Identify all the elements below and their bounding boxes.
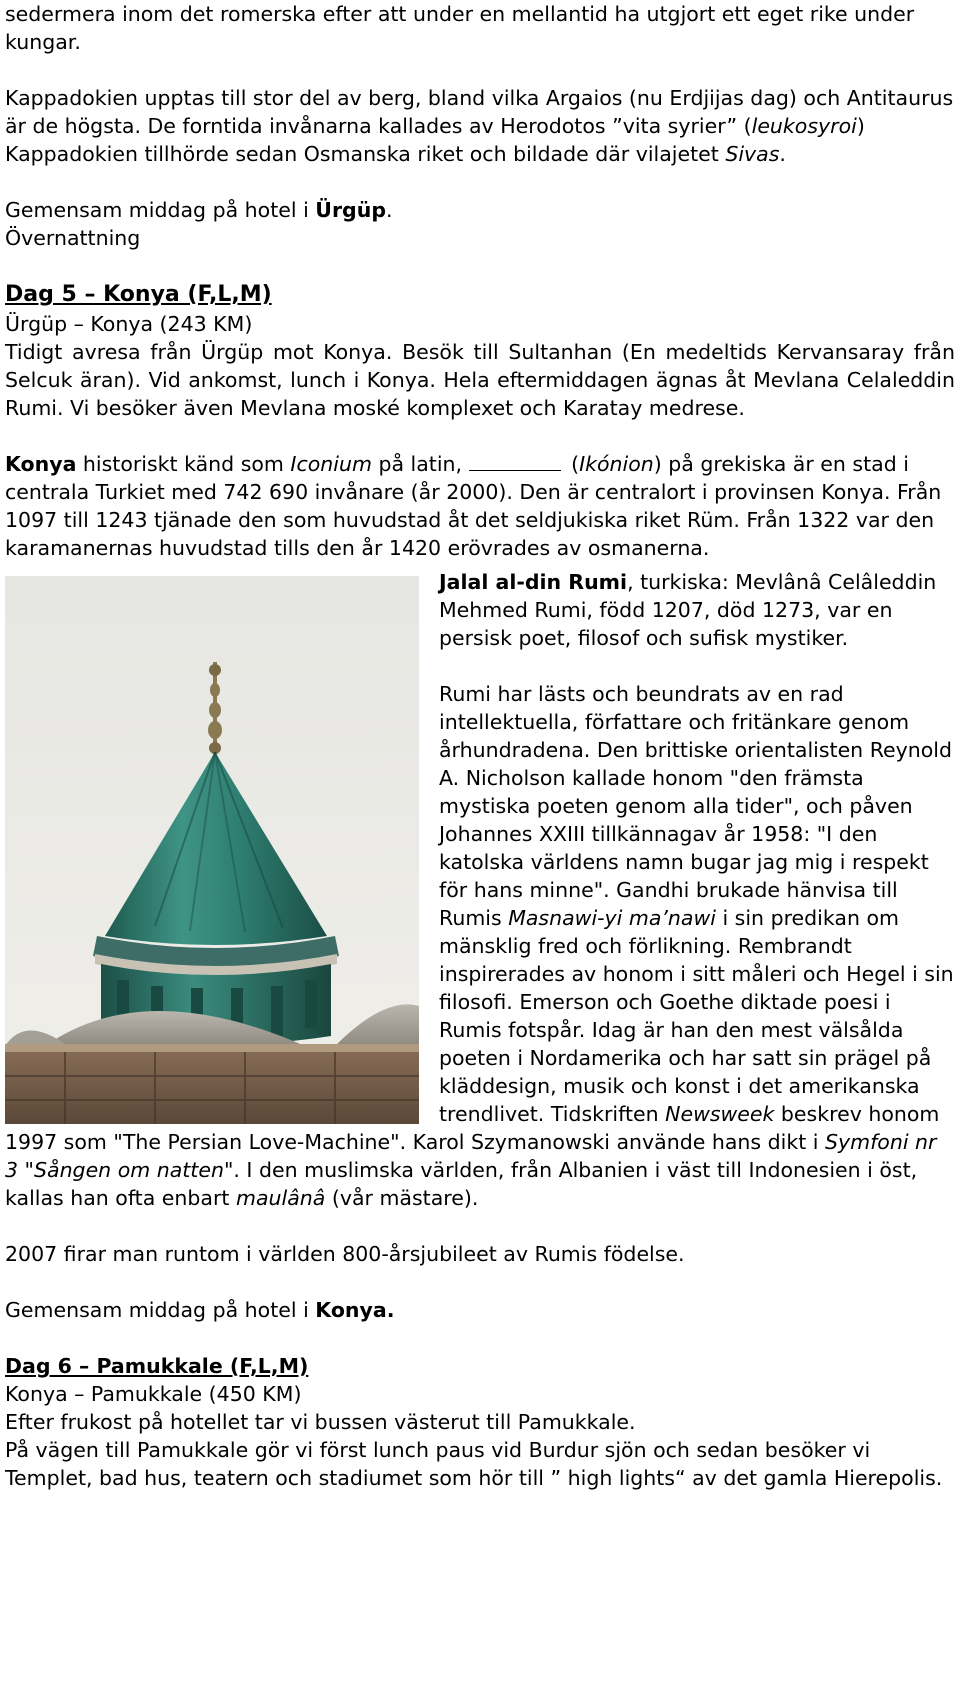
rumi-intro: Jalal al-din Rumi, turkiska: Mevlânâ Celâleddin Mehmed Rumi, född 1207, död 1273, var en persisk poet, filosof och sufisk mystiker. <box>439 570 937 650</box>
day6-line1: Efter frukost på hotellet tar vi bussen västerut till Pamukkale. <box>5 1410 636 1434</box>
mevlana-dome-photo <box>5 576 419 1124</box>
overnight-label: Övernattning <box>5 226 141 250</box>
day6-heading: Dag 6 – Pamukkale (F,L,M) <box>5 1354 309 1378</box>
jubilee-text: 2007 firar man runtom i världen 800-årsjubileet av Rumis födelse. <box>5 1242 685 1266</box>
day6-line2: På vägen till Pamukkale gör vi först lunch paus vid Burdur sjön och sedan besöker vi Templet, bad hus, teatern och stadiumet som hör till ” high lights“ av det gamla Hierepolis. <box>5 1438 943 1490</box>
rumi-legacy: Rumi har lästs och beundrats av en rad intellektuella, författare och fritänkare genom århundradena. Den brittiske orientalisten Reynold A. Nicholson kallade honom "den främsta mystiska poeten genom alla tider", och påven Johannes XXIII tillkännagav år 1958: "I den katolska världens namn bugar jag mig i respekt för hans minne". Gandhi brukade hänvisa till Rumis Masnawi-yi ma’nawi i sin predikan om mänsklig fred och förlikning. Rembrandt inspirerades av honom i sitt måleri och Hegel i sin filosofi. Emerson och Goethe diktade poesi i Rumis fotspår. Idag är han den mest välsålda poeten i Nordamerika och har satt sin prägel på kläddesign, musik och konst i det amerikanska trendlivet. Tidskriften Newsweek beskrev honom 1997 som "The Persian Love-Machine". Karol Szymanowski använde hans dikt i Symfoni nr 3 "Sången om natten". I den muslimska världen, från Albanien i väst till Indonesien i öst, kallas han ofta enbart maulânâ (vår mästare). <box>5 682 954 1210</box>
dinner-urgup: Gemensam middag på hotel i Ürgüp. <box>5 198 393 222</box>
intro-paragraph: sedermera inom det romerska efter att under en mellantid ha utgjort ett eget rike under kungar. <box>5 2 915 54</box>
blank-line <box>469 452 561 471</box>
day5-description: Tidigt avresa från Ürgüp mot Konya. Besök till Sultanhan (En medeltids Kervansaray från Selcuk äran). Vid ankomst, lunch i Konya. Hela eftermiddagen ägnas åt Mevlana Celaleddin Rumi. Vi besöker även Mevlana moské komplexet och Karatay medrese. <box>5 340 955 420</box>
dinner-konya: Gemensam middag på hotel i Konya. <box>5 1298 395 1322</box>
day6-route: Konya – Pamukkale (450 KM) <box>5 1382 302 1406</box>
cappadocia-paragraph: Kappadokien upptas till stor del av berg, bland vilka Argaios (nu Erdjijas dag) och Antitaurus är de högsta. De forntida invånarna kallades av Herodotos ”vita syrier” (leukosyroi) Kappadokien tillhörde sedan Osmanska riket och bildade där vilajetet Sivas. <box>5 86 954 166</box>
day5-route: Ürgüp – Konya (243 KM) <box>5 312 253 336</box>
document-page <box>5 0 955 1492</box>
konya-paragraph: Konya historiskt känd som Iconium på latin, (Ikónion) på grekiska är en stad i centrala Turkiet med 742 690 invånare (år 2000). Den är centralort i provinsen Konya. Från 1097 till 1243 tjänade den som huvudstad åt det seldjukiska riket Rüm. Från 1322 var den karamanernas huvudstad tills den år 1420 erövrades av osmanerna. <box>5 452 942 560</box>
day5-heading: Dag 5 – Konya (F,L,M) <box>5 282 272 307</box>
mevlana-dome-image <box>5 576 419 1124</box>
